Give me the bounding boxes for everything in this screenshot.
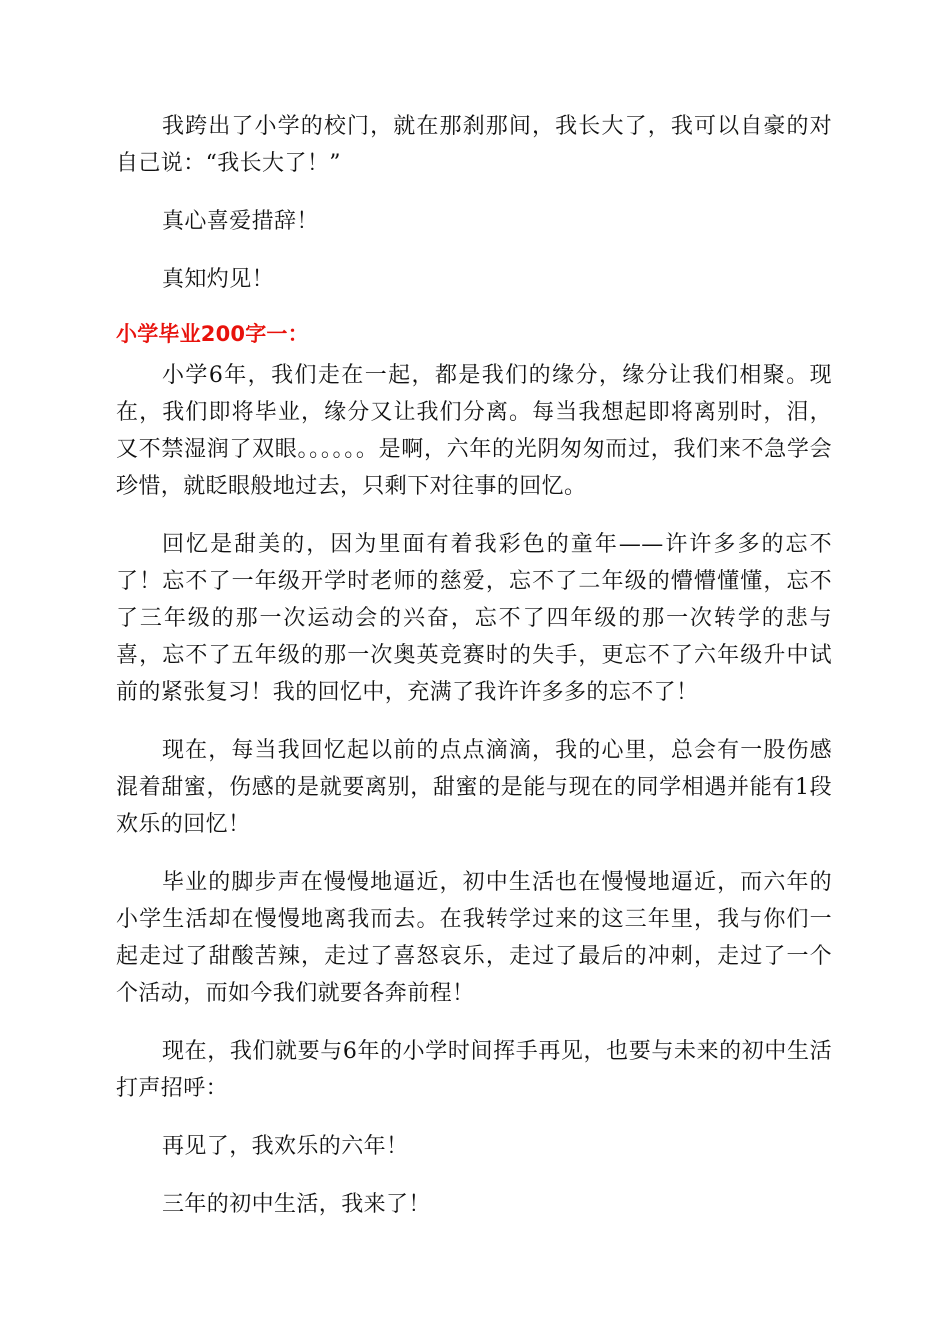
- document-body: [116, 108, 832, 1244]
- paragraph-body-3: 现在，每当我回忆起以前的点点滴滴，我的心里，总会有一股伤感混着甜蜜，伤感的是就要离别，甜蜜的是能与现在的同学相遇并能有1段欢乐的回忆！: [116, 738, 832, 837]
- paragraph-intro-2: 真心喜爱措辞！: [162, 209, 319, 234]
- paragraph-body-2: 回忆是甜美的，因为里面有着我彩色的童年——许许多多的忘不了！忘不了一年级开学时老师的慈爱，忘不了二年级的懵懵懂懂，忘不了三年级的那一次运动会的兴奋，忘不了四年级的那一次转学的悲与喜，忘不了五年级的那一次奥英竞赛时的失手，更忘不了六年级升中试前的紧张复习！我的回忆中，充满了我许许多多的忘不了！: [116, 532, 832, 705]
- section-heading: 小学毕业200字一：: [116, 322, 309, 346]
- paragraph-body-7: 三年的初中生活，我来了！: [162, 1192, 431, 1217]
- paragraph-intro-3: 真知灼见！: [162, 267, 275, 292]
- paragraph-body-5: 现在，我们就要与6年的小学时间挥手再见，也要与未来的初中生活打声招呼：: [116, 1039, 832, 1101]
- paragraph-body-1: 小学6年，我们走在一起，都是我们的缘分，缘分让我们相聚。现在，我们即将毕业，缘分又让我们分离。每当我想起即将离别时，泪，又不禁湿润了双眼。。。。。。是啊，六年的光阴匆匆而过，我们来不急学会珍惜，就眨眼般地过去，只剩下对往事的回忆。: [116, 363, 832, 499]
- paragraph-body-6: 再见了，我欢乐的六年！: [162, 1134, 409, 1159]
- paragraph-intro-1: 我跨出了小学的校门，就在那刹那间，我长大了，我可以自豪的对自己说：“我长大了！”: [116, 114, 832, 176]
- paragraph-body-4: 毕业的脚步声在慢慢地逼近，初中生活也在慢慢地逼近，而六年的小学生活却在慢慢地离我而去。在我转学过来的这三年里，我与你们一起走过了甜酸苦辣，走过了喜怒哀乐，走过了最后的冲刺，走过了一个个活动，而如今我们就要各奔前程！: [116, 870, 832, 1006]
